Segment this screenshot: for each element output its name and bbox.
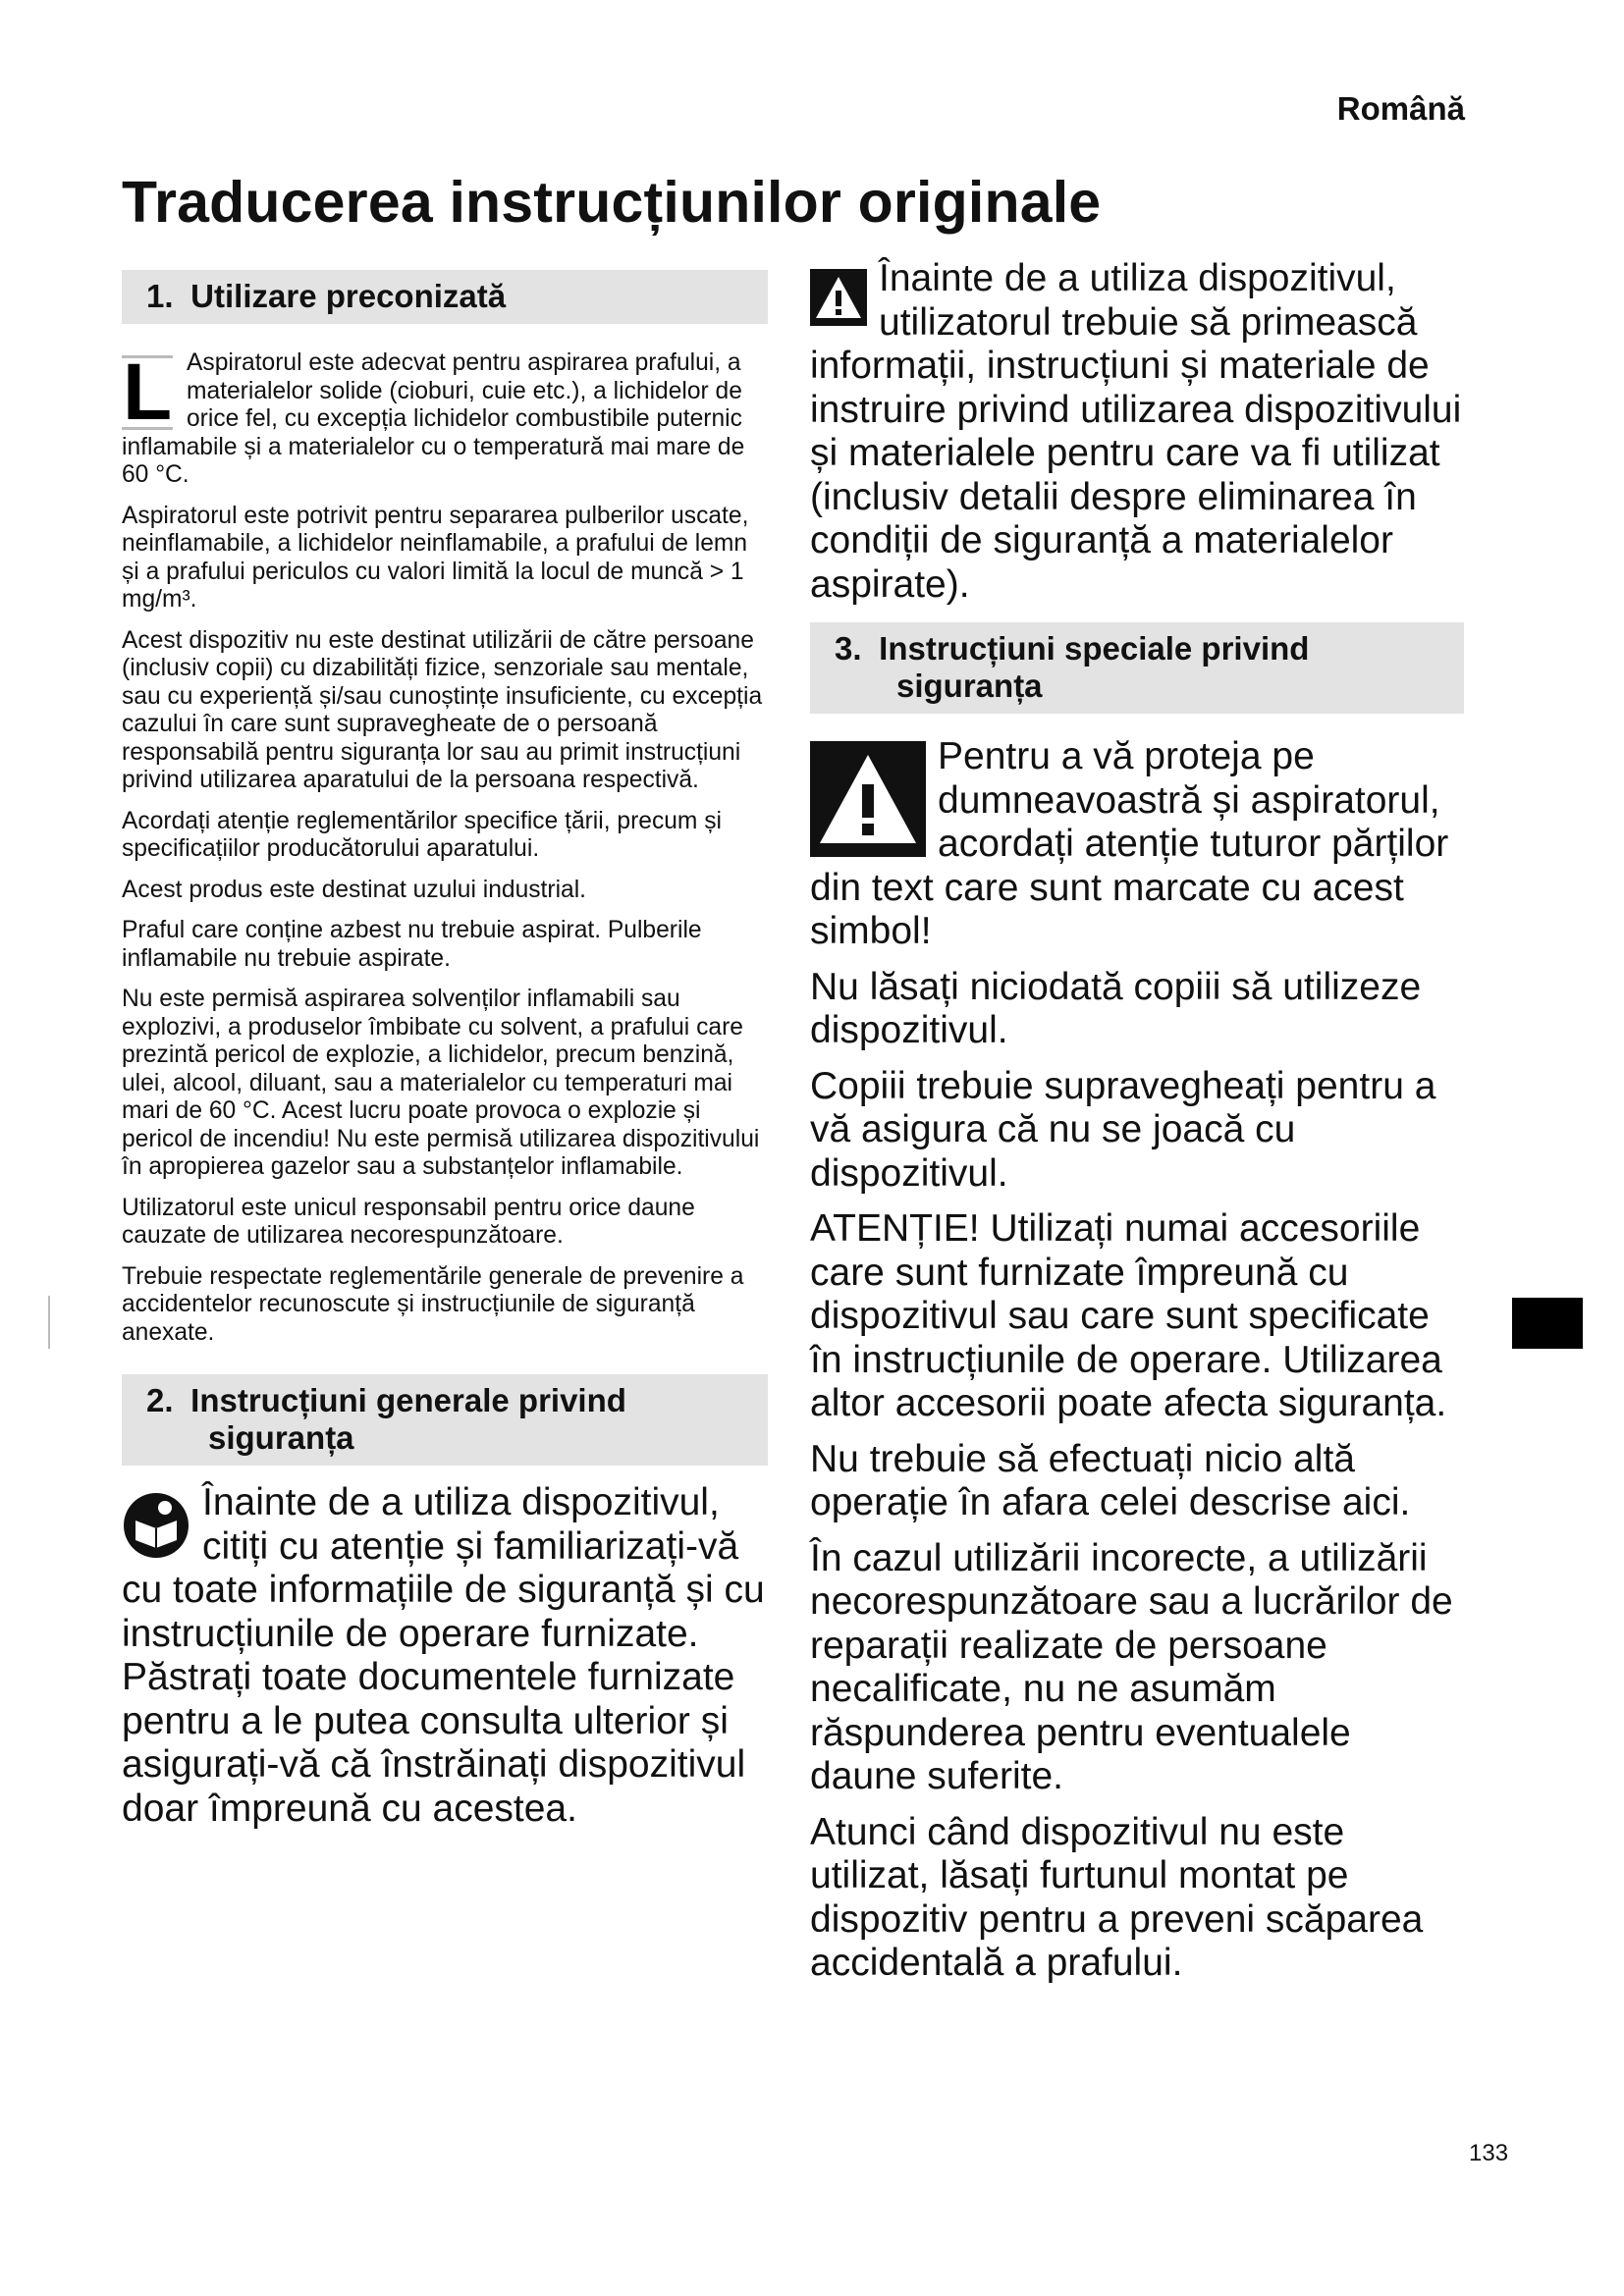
section-3-warning-paragraph: Pentru a vă proteja pe dumneavoastră și aspiratorul, acordați atenție tuturor părților din text care sunt marcate cu acest simbol! — [810, 735, 1449, 952]
section-1-title: Utilizare preconizată — [190, 278, 507, 314]
left-column — [122, 270, 768, 1842]
section-1-heading — [122, 270, 768, 324]
section-1-paragraph: Aspiratorul este adecvat pentru aspirarea prafului, a materialelor solide (cioburi, cuie etc.), a lichidelor de orice fel, cu excepția lichidelor combustibile puternic inflamabile și a materialelor cu o temperatură mai mare de 60 °C. — [122, 349, 745, 488]
right-column — [810, 257, 1464, 1998]
section-3-paragraph: Nu lăsați niciodată copiii să utilizeze dispozitivul. — [810, 965, 1422, 1051]
section-1-paragraph: Utilizatorul este unicul responsabil pentru orice daune cauzate de utilizarea necorespunzătoare. — [122, 1194, 695, 1249]
section-2-paragraph: Înainte de a utiliza dispozitivul, citiți cu atenție și familiarizați-vă cu toate informațiile de siguranță și cu instrucțiunile de operare furnizate. Păstrați toate documentele furnizate pentru a le putea consulta ulterior și asigurați-vă că înstrăinați dispozitivul doar împreună cu acestea. — [122, 1481, 765, 1830]
read-manual-icon — [122, 1491, 190, 1560]
warning-triangle-icon — [810, 741, 926, 857]
section-1-paragraph: Trebuie respectate reglementările generale de prevenire a accidentelor recunoscute și instrucțiunile de siguranță anexate. — [122, 1262, 744, 1346]
intro-paragraph: Înainte de a utiliza dispozitivul, utilizatorul trebuie să primească informații, instrucțiuni și materiale de instruire privind utilizarea dispozitivului și materialele pentru care va fi utilizat (inclusiv detalii despre eliminarea în condiții de siguranță a materialelor aspirate). — [810, 257, 1462, 606]
section-3-heading — [810, 622, 1464, 714]
page-title: Traducerea instrucțiunilor originale — [122, 170, 1102, 235]
section-1-body — [122, 349, 768, 1347]
section-3-warning-block — [810, 735, 1464, 954]
section-3-number: 3. — [835, 630, 862, 667]
section-3-paragraph: Nu trebuie să efectuați nicio altă operație în afara celei descrise aici. — [810, 1437, 1411, 1523]
language-label: Română — [1336, 90, 1465, 127]
section-1-number: 1. — [146, 278, 174, 314]
section-2-body — [122, 1481, 768, 1831]
section-1-paragraph: Praful care conține azbest nu trebuie aspirat. Pulberile inflamabile nu trebuie aspirate. — [122, 917, 702, 972]
intro-block — [810, 257, 1464, 607]
section-3-title-line-1: Instrucțiuni speciale privind — [879, 630, 1310, 667]
section-2-title-line-1: Instrucțiuni generale privind — [190, 1382, 626, 1418]
page-number: 133 — [1469, 2140, 1509, 2166]
dropcap-letter: L — [122, 347, 173, 437]
section-2-title-line-2: siguranța — [208, 1419, 354, 1456]
margin-mark — [48, 1296, 50, 1349]
section-2-heading — [122, 1374, 768, 1466]
section-1-paragraph: Acest produs este destinat uzului industrial. — [122, 876, 587, 903]
section-3-paragraph: Copiii trebuie supravegheați pentru a vă asigura că nu se joacă cu dispozitivul. — [810, 1064, 1436, 1195]
warning-triangle-icon — [810, 269, 867, 326]
section-1-paragraph: Acest dispozitiv nu este destinat utilizării de către persoane (inclusiv copii) cu dizabilități fizice, senzoriale sau mentale, sau cu experiență și/sau cunoștințe insuficiente, cu excepția cazului în care sunt supravegheate de o persoană responsabilă pentru siguranța lor sau au primit instrucțiuni privind utilizarea aparatului de la persoana respectivă. — [122, 626, 763, 793]
section-1-paragraph: Acordați atenție reglementărilor specifice țării, precum și specificațiilor producătorului aparatului. — [122, 807, 723, 862]
section-1-paragraph: Nu este permisă aspirarea solvenților inflamabili sau explozivi, a produselor îmbibate cu solvent, a prafului care prezintă pericol de explozie, a lichidelor, precum benzină, ulei, alcool, diluant, sau a materialelor cu temperaturi mai mari de 60 °C. Acest lucru poate provoca o explozie și pericol de incendiu! Nu este permisă utilizarea dispozitivului în apropierea gazelor sau a substanțelor inflamabile. — [122, 986, 760, 1180]
section-2-number: 2. — [146, 1382, 174, 1418]
section-1-paragraph: Aspiratorul este potrivit pentru separarea pulberilor uscate, neinflamabile, a lichidelor neinflamabile, a prafului de lemn și a prafului periculos cu valori limită la locul de muncă > 1 mg/m³. — [122, 502, 749, 613]
section-3-title-line-2: siguranța — [896, 667, 1043, 704]
section-3-paragraph: ATENȚIE! Utilizați numai accesoriile care sunt furnizate împreună cu dispozitivul sau care sunt specificate în instrucțiunile de operare. Utilizarea altor accesorii poate afecta siguranța. — [810, 1207, 1447, 1424]
chapter-tab-marker — [1512, 1298, 1583, 1349]
section-3-paragraph: Atunci când dispozitivul nu este utilizat, lăsați furtunul montat pe dispozitiv pentru a preveni scăparea accidentală a prafului. — [810, 1810, 1424, 1984]
section-3-paragraph: În cazul utilizării incorecte, a utilizării necorespunzătoare sau a lucrărilor de reparații realizate de persoane necalificate, nu ne asumăm răspunderea pentru eventualele daune suferite. — [810, 1536, 1453, 1797]
